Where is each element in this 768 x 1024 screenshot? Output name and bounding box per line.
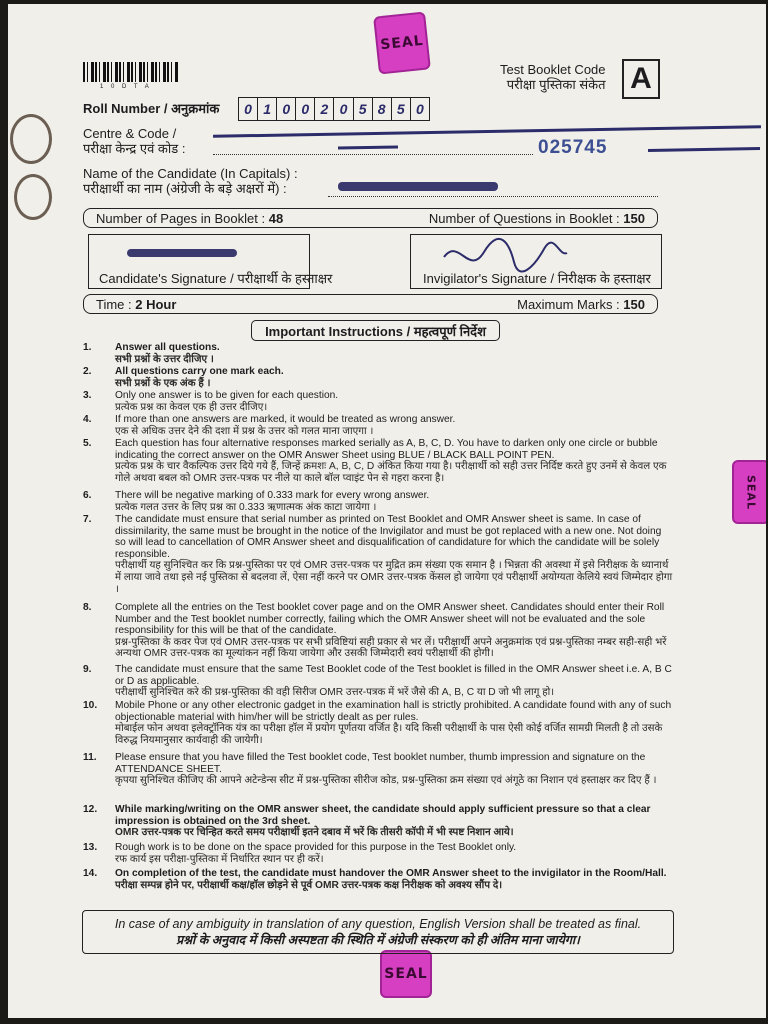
margin-doodle: [10, 114, 52, 164]
redacted-centre-name: [648, 147, 760, 152]
centre-code-label: Centre & Code / परीक्षा केन्द्र एवं कोड :: [83, 126, 186, 156]
instruction-item: 2. All questions carry one mark each. सभी प्रश्नों के एक अंक हैं ।: [83, 366, 284, 389]
roll-digit: 0: [296, 98, 315, 120]
invigilator-signature-label: Invigilator's Signature / निरीक्षक के हस्ताक्षर: [423, 271, 651, 286]
translation-note-en: In case of any ambiguity in translation of any question, English Version shall be treated as final.: [114, 917, 642, 931]
margin-doodle: [14, 174, 52, 220]
questions-label: Number of Questions in Booklet :: [428, 210, 620, 226]
instruction-item: 1. Answer all questions. सभी प्रश्नों के उत्तर दीजिए ।: [83, 342, 220, 365]
instructions-title: Important Instructions / महत्वपूर्ण निर्देश: [251, 320, 500, 341]
booklet-code-label: Test Booklet Code परीक्षा पुस्तिका संकेत: [500, 62, 606, 92]
instruction-item: 3. Only one answer is to be given for each question. प्रत्येक प्रश्न का केवल एक ही उत्तर दीजिए।: [83, 390, 339, 413]
translation-note: [82, 910, 674, 954]
barcode-number: 1 0 D T A: [100, 84, 152, 90]
booklet-cover-page: [8, 4, 766, 1018]
instruction-item: 9. The candidate must ensure that the same Test Booklet code of the Test booklet is filled in the OMR Answer sheet i.e. A, B C or D as applicable. परीक्षार्थी सुनिश्चित करे की प्रश्न-पुस्तिका की वही सिरीज OMR उत्तर-पत्रक में भरें जैसे की A, B, C या D जो भी लागू हो।: [83, 664, 672, 699]
booklet-info-row: [83, 208, 658, 228]
seal-stamp-right: SEAL: [732, 460, 766, 524]
candidate-signature-label: Candidate's Signature / परीक्षार्थी के हस्ताक्षर: [99, 271, 333, 286]
instruction-item: 6. There will be negative marking of 0.333 mark for every wrong answer. प्रत्येक गलत उत्तर के लिए प्रश्न का 0.333 ऋणात्मक अंक काटा जायेगा ।: [83, 490, 430, 513]
roll-digit: 0: [415, 101, 424, 117]
candidate-name-label: Name of the Candidate (In Capitals) : परीक्षार्थी का नाम (अंग्रेजी के बड़े अक्षरों में) :: [83, 166, 298, 196]
instruction-item: 13. Rough work is to be done on the space provided for this purpose in the Test Booklet only. रफ कार्य इस परीक्षा-पुस्तिका में निर्धारित स्थान पर ही करें।: [83, 842, 517, 865]
roll-digit: 5: [392, 98, 411, 120]
booklet-code-box: A: [622, 59, 660, 99]
translation-note-hi: प्रश्नों के अनुवाद में किसी अस्पष्टता की स्थिति में अंग्रेजी संस्करण को ही अंतिम माना जायेगा।: [176, 933, 580, 947]
candidate-signature-scribble: [127, 249, 237, 257]
instruction-item: 10. Mobile Phone or any other electronic gadget in the examination hall is strictly prohibited. A candidate found with any of such objectionable material with him/her will be strictly dealt as per rules. मोबाईल फोन अथवा इलेक्ट्रॉनिक यंत्र का परीक्षा हॉल में प्रयोग पूर्णतया वर्जित है। यदि किसी परीक्षार्थी के पास ऐसी कोई वर्जित सामग्री मिलती है तो उसके विरुद्ध नियमानुसार कार्यवाही की जायेगी।: [83, 700, 672, 746]
barcode: [83, 62, 179, 82]
invigilator-signature-box: [410, 234, 662, 289]
candidate-signature-box: [88, 234, 333, 289]
redacted-candidate-name: [338, 182, 498, 191]
marks-value: 150: [623, 296, 645, 312]
redacted-centre-name: [213, 125, 761, 138]
instruction-item: 8. Complete all the entries on the Test booklet cover page and on the OMR Answer sheet. Candidates should enter their Roll Number and the Test booklet number correctly, failing which the OMR Answer sheet will not be evaluated and the sole responsibility for this will be that of the candidate. प्रश्न-पुस्तिका के कवर पेज एवं OMR उत्तर-पत्रक पर सभी प्रविष्टियां सही प्रकार से भर लें। परीक्षार्थी अपने अनुक्रमांक एवं प्रश्न-पुस्तिका नम्बर सही-सही भरें अन्यथा OMR उत्तर-पत्रक का मूल्यांकन नहीं किया जायेगा और उसकी जिम्मेदारी स्वयं परीक्षार्थी की होगी।: [83, 602, 667, 660]
instruction-item: 5. Each question has four alternative responses marked serially as A, B, C, D. You have to darken only one circle or bubble indicating the correct answer on the OMR Answer Sheet using BLUE / BLACK BALL POINT PEN. प्रत्येक प्रश्न के चार वैकल्पिक उत्तर दिये गये हैं, जिन्हें क्रमशः A, B, C, D अंकित किया गया है। परीक्षार्थी को सही उत्तर निर्दिष्ट करते हुए उनमें से केवल एक गोले अथवा बबल को OMR उत्तर-पत्रक पर नीले या काले बॉल प्वाइंट पेन से गहरा करना है।: [83, 438, 667, 484]
pages-value: 48: [268, 210, 284, 226]
marks-label: Maximum Marks :: [517, 296, 620, 312]
roll-digit: 0: [277, 98, 296, 120]
redacted-centre-name: [338, 145, 398, 149]
pages-label: Number of Pages in Booklet :: [96, 210, 266, 226]
instruction-item: 7. The candidate must ensure that serial number as printed on Test Booklet and OMR Answer sheet is same. In case of dissimilarity, the same must be brought in the notice of the Invigilator and must be got replaced with a new one. Not doing so will lead to cancellation of OMR Answer sheet and disqualification of candidature for which the candidate will be solely responsible. परीक्षार्थी यह सुनिश्चित कर कि प्रश्न-पुस्तिका पर एवं OMR उत्तर-पत्रक पर मुद्रित क्रम संख्या एक समान है । भिन्नता की अवस्था में इसे निरीक्षक के ध्यानार्थ में लाया जावे तथा इसे नई पुस्तिका से बदलवा लें, ऐसा नहीं करने पर OMR उत्तर-पत्रक केंसल हो जायेगा एवं परीक्षार्थी अयोग्यता केलिये स्वयं जिम्मेदार होगा ।: [83, 514, 673, 595]
roll-digit: 8: [373, 98, 392, 120]
roll-digit: 1: [258, 98, 277, 120]
candidate-name-line: [328, 196, 658, 197]
roll-digit: 2: [315, 98, 334, 120]
instruction-item: 11. Please ensure that you have filled the Test booklet code, Test booklet number, thumb impression and signature on the ATTENDANCE SHEET. कृपया सुनिश्चित कीजिए की आपने अटेन्डेन्स सीट में प्रश्न-पुस्तिका सीरीज कोड, प्रश्न-पुस्तिका क्रम संख्या एवं अंगूठे का निशान एवं हस्ताक्षर कर दिए हैं ।: [83, 752, 657, 787]
centre-line: [213, 154, 533, 155]
roll-digit: 0: [239, 98, 258, 120]
seal-stamp-top: SEAL: [373, 11, 431, 74]
time-value: 2 Hour: [135, 296, 177, 312]
questions-value: 150: [623, 210, 645, 226]
invigilator-signature: [439, 237, 569, 273]
instruction-item: 14. On completion of the test, the candidate must handover the OMR Answer sheet to the invigilator in the Room/Hall. परीक्षा सम्पन्न होने पर, परीक्षार्थी कक्ष/हॉल छोड़ने से पूर्व OMR उत्तर-पत्रक कक्ष निरीक्षक को अवश्य सौंप दे।: [83, 868, 667, 891]
seal-stamp-bottom: SEAL: [380, 950, 432, 998]
time-label: Time :: [96, 296, 132, 312]
instruction-item: 4. If more than one answers are marked, it would be treated as wrong answer. एक से अधिक उत्तर देने की दशा में प्रश्न के उत्तर को गलत माना जाएगा ।: [83, 414, 456, 437]
instruction-item: 12. While marking/writing on the OMR answer sheet, the candidate should apply sufficient pressure so that a clear impression is obtained on the 3rd sheet. OMR उत्तर-पत्रक पर चिन्हित करते समय परीक्षार्थी इतने दबाव में भरें कि तीसरी कॉपी में भी स्पष्ट निशान आये।: [83, 804, 651, 839]
roll-digit: 5: [354, 98, 373, 120]
centre-code-value: 025745: [538, 137, 608, 158]
roll-number-label: Roll Number / अनुक्रमांक: [83, 101, 220, 116]
time-marks-row: [83, 294, 658, 314]
roll-digit: 0: [334, 98, 353, 120]
roll-number-boxes: [238, 97, 430, 121]
